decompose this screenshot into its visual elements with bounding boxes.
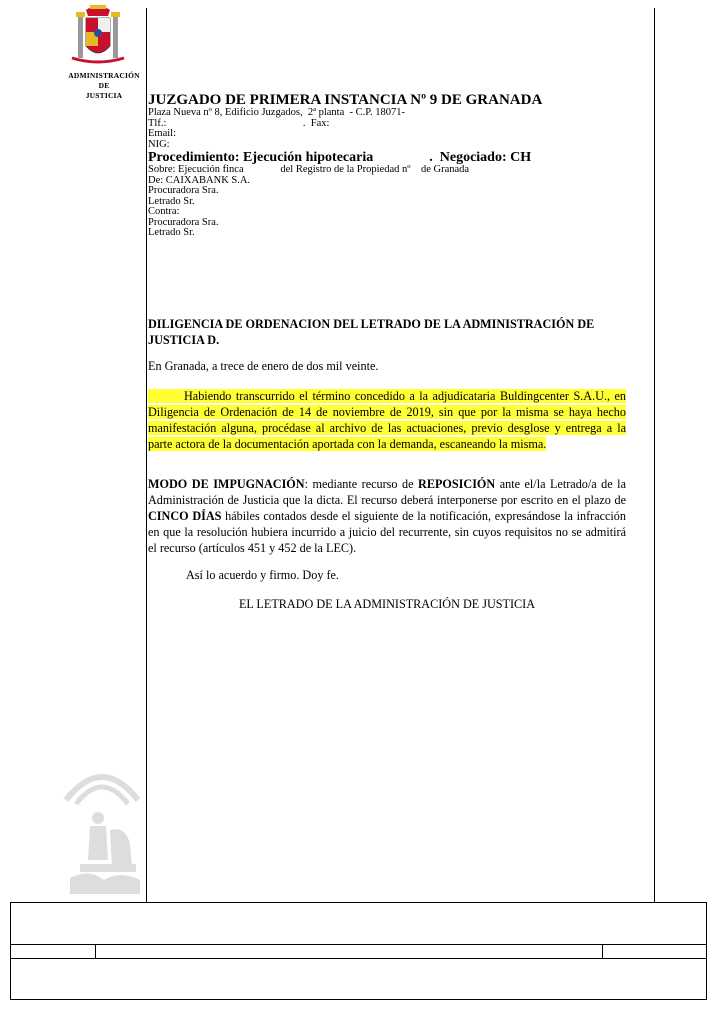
sobre-line: Sobre: Ejecución finca del Registro de la Propiedad nº de Granada [148,164,470,175]
administracion-de-justicia-label: ADMINISTRACIÓN DE JUSTICIA [68,71,140,100]
junta-andalucia-watermark-icon [60,760,144,900]
footer-divider-2 [10,958,706,959]
coat-of-arms-logo [70,2,126,68]
defendant-line: Contra: [148,206,180,217]
defendant-letrado: Letrado Sr. [148,227,195,238]
closing-formula: Así lo acuerdo y firmo. Doy fe. [186,568,339,582]
highlight-text: Habiendo transcurrido el término concedido a la adjudicataria Buldingcenter S.A.U., en Diligencia de Ordenación de 14 de noviembre de 2019, sin que por la misma se haya hecho manifestación alguna, procédase al archivo de las actuaciones, previo desglose y entrega a la parte actora de la documentación aportada con la demanda, escaneando la misma. [148,389,626,451]
court-name: JUZGADO DE PRIMERA INSTANCIA Nº 9 DE GRANADA [148,92,543,108]
court-address: Plaza Nueva nº 8, Edificio Juzgados, 2ª planta - C.P. 18071- [148,107,405,118]
document-header [148,92,628,239]
signature-line: EL LETRADO DE LA ADMINISTRACIÓN DE JUSTICIA [238,597,536,611]
diligencia-title: DILIGENCIA DE ORDENACION DEL LETRADO DE LA ADMINISTRACIÓN DE JUSTICIA D. [148,317,595,347]
nig-line: NIG: [148,138,170,150]
highlighted-paragraph [148,388,626,452]
plaintiff-letrado: Letrado Sr. [148,195,195,207]
defendant-procuradora: Procuradora Sra. [148,216,219,228]
email-line: Email: [148,128,176,139]
phone-fax: Tlf.: . Fax: [148,117,330,129]
place-date: En Granada, a trece de enero de dos mil veinte. [148,359,379,373]
left-margin-line [146,8,147,902]
plaintiff-procuradora: Procuradora Sra. [148,185,219,196]
impugnacion-paragraph: MODO DE IMPUGNACIÓN: mediante recurso de REPOSICIÓN ante el/la Letrado/a de la Administración de Justicia que la dicta. El recurso deberá interponerse por escrito en el plazo de CINCO DÍAS hábiles contados desde el siguiente de la notificación, expresándose la infracción en que la resolución hubiera incurrido a juicio del recurrente, sin cuyos requisitos no se admitirá el recurso (artículos 451 y 452 de la LEC). [148,477,626,555]
plaintiff-line: De: CAIXABANK S.A. [148,174,251,186]
footer-cell-right [602,944,603,958]
right-margin-line [654,8,655,902]
footer-cell-left [95,944,96,958]
procedure-line: Procedimiento: Ejecución hipotecaria . Negociado: CH [148,150,532,165]
